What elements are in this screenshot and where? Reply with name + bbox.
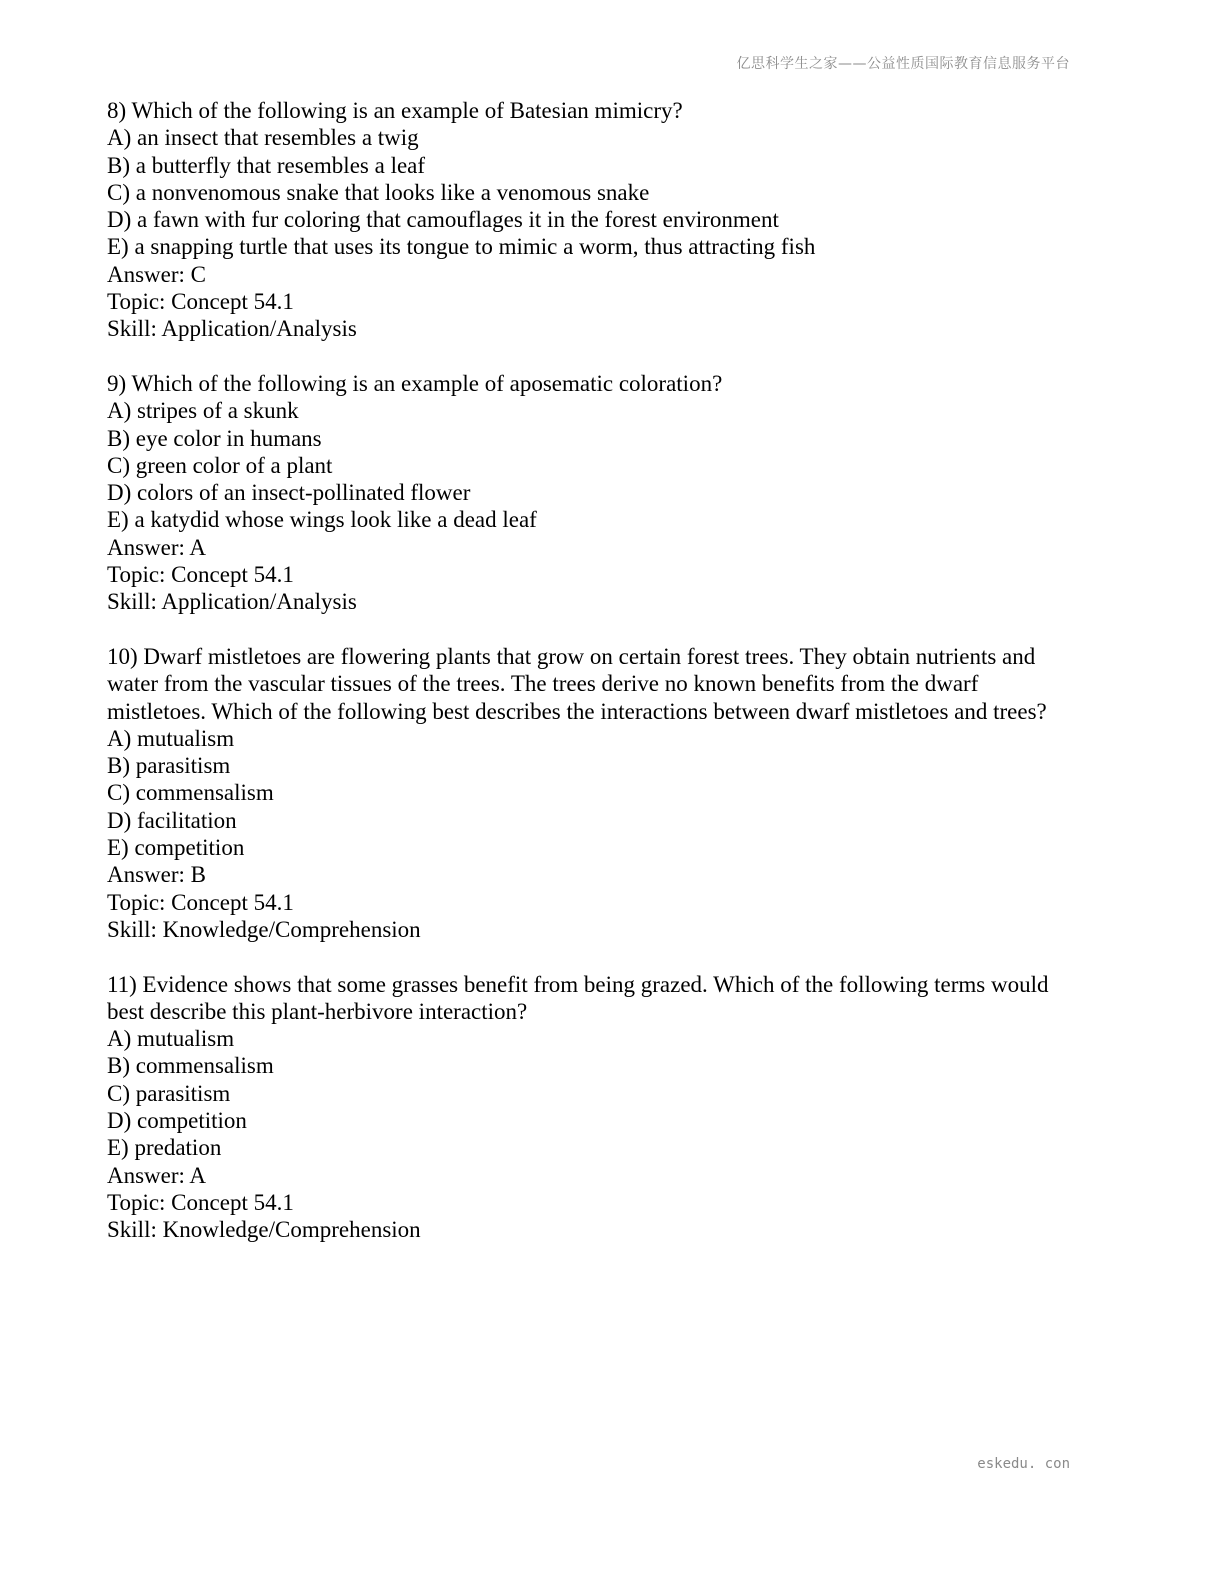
answer-line: Answer: A	[107, 534, 207, 560]
option-d: D) a fawn with fur coloring that camouflages it in the forest environment	[107, 207, 779, 233]
option-a: A) mutualism	[107, 1026, 235, 1052]
header-watermark: 亿思科学生之家——公益性质国际教育信息服务平台	[736, 56, 1070, 72]
option-e: E) predation	[107, 1135, 222, 1161]
option-e: E) a katydid whose wings look like a dead leaf	[107, 507, 537, 533]
question-9	[107, 370, 1107, 616]
option-c: C) a nonvenomous snake that looks like a venomous snake	[107, 179, 650, 205]
option-e: E) competition	[107, 835, 245, 861]
option-a: A) an insect that resembles a twig	[107, 125, 419, 151]
option-e: E) a snapping turtle that uses its tongue to mimic a worm, thus attracting fish	[107, 234, 816, 260]
option-b: B) commensalism	[107, 1053, 274, 1079]
skill-line: Skill: Knowledge/Comprehension	[107, 916, 421, 942]
topic-line: Topic: Concept 54.1	[107, 562, 294, 588]
option-d: D) colors of an insect-pollinated flower	[107, 480, 471, 506]
question-10	[107, 643, 1107, 943]
skill-line: Skill: Knowledge/Comprehension	[107, 1217, 421, 1243]
footer-site-link: eskedu. con	[977, 1456, 1070, 1472]
question-stem-line-1: 11) Evidence shows that some grasses benefit from being grazed. Which of the following terms would	[107, 971, 1049, 997]
option-a: A) mutualism	[107, 725, 235, 751]
question-11	[107, 971, 1107, 1244]
answer-line: Answer: C	[107, 261, 207, 287]
option-c: C) commensalism	[107, 780, 274, 806]
skill-line: Skill: Application/Analysis	[107, 316, 357, 342]
question-stem-line-2: best describe this plant-herbivore interaction?	[107, 998, 528, 1024]
option-b: B) parasitism	[107, 753, 231, 779]
question-stem-line-2: water from the vascular tissues of the trees. The trees derive no known benefits from the dwarf	[107, 671, 979, 697]
option-c: C) green color of a plant	[107, 452, 333, 478]
topic-line: Topic: Concept 54.1	[107, 1189, 294, 1215]
question-stem: 9) Which of the following is an example of aposematic coloration?	[107, 370, 723, 396]
option-c: C) parasitism	[107, 1080, 231, 1106]
topic-line: Topic: Concept 54.1	[107, 889, 294, 915]
question-stem: 8) Which of the following is an example of Batesian mimicry?	[107, 98, 683, 123]
document-body	[107, 97, 1107, 1271]
question-8	[107, 97, 1107, 343]
option-b: B) a butterfly that resembles a leaf	[107, 152, 426, 178]
skill-line: Skill: Application/Analysis	[107, 589, 357, 615]
answer-line: Answer: B	[107, 862, 207, 888]
option-d: D) competition	[107, 1107, 247, 1133]
topic-line: Topic: Concept 54.1	[107, 289, 294, 315]
answer-line: Answer: A	[107, 1162, 207, 1188]
option-a: A) stripes of a skunk	[107, 398, 299, 424]
question-stem-line-1: 10) Dwarf mistletoes are flowering plants that grow on certain forest trees. They obtain nutrients and	[107, 643, 1036, 669]
option-b: B) eye color in humans	[107, 425, 322, 451]
option-d: D) facilitation	[107, 807, 237, 833]
question-stem-line-3: mistletoes. Which of the following best describes the interactions between dwarf mistletoes and trees?	[107, 698, 1047, 724]
